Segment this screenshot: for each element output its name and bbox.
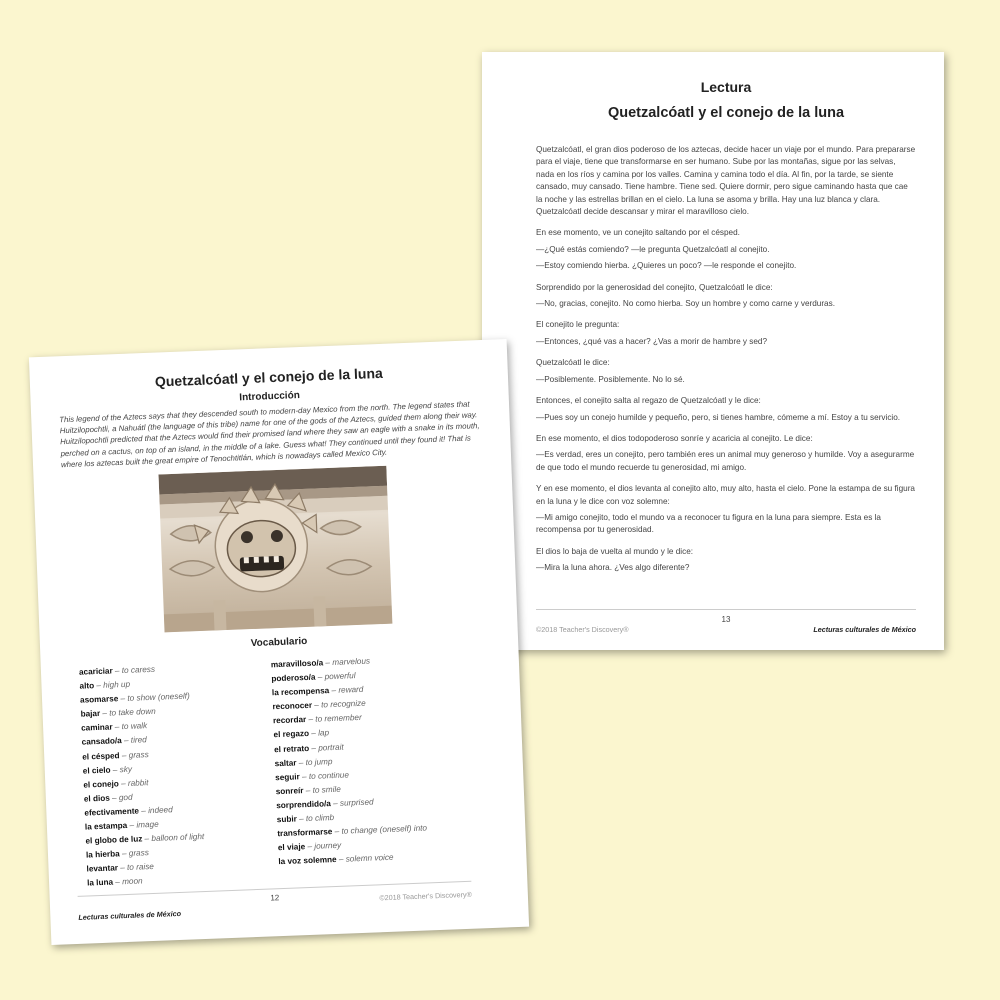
vocab-term: la estampa bbox=[84, 821, 128, 832]
vocab-term: acariciar bbox=[78, 666, 113, 677]
vocab-term: el retrato bbox=[273, 743, 310, 754]
vocab-definition: rabbit bbox=[127, 777, 149, 788]
vocab-term: levantar bbox=[86, 863, 119, 874]
vocab-definition: powerful bbox=[324, 671, 356, 682]
vocab-item: sorprendido/a – surprised bbox=[276, 797, 374, 811]
vocab-definition: grass bbox=[128, 848, 150, 859]
vocab-term: la voz solemne bbox=[278, 855, 337, 867]
vocab-definition: to change (oneself) into bbox=[341, 823, 428, 836]
vocab-term: cansado/a bbox=[81, 736, 122, 748]
vocab-definition: to jump bbox=[305, 756, 333, 767]
vocab-term: la luna bbox=[86, 877, 114, 888]
vocab-term: el cielo bbox=[82, 765, 111, 776]
vocab-term: sonreír bbox=[275, 786, 304, 797]
story-paragraph: —¿Qué estás comiendo? —le pregunta Quetzalcóatl al conejito. bbox=[536, 244, 770, 254]
vocab-definition: to caress bbox=[121, 664, 156, 676]
copyright-notice: ©2018 Teacher's Discovery® bbox=[536, 625, 629, 634]
vocab-item: acariciar – to caress bbox=[78, 664, 156, 677]
vocab-item: reconocer – to recognize bbox=[272, 699, 366, 712]
vocab-definition: to raise bbox=[126, 862, 155, 873]
vocab-term: el dios bbox=[83, 793, 110, 804]
vocab-definition: marvelous bbox=[332, 656, 371, 667]
story-paragraph: En ese momento, el dios todopoderoso sonríe y acaricia al conejito. Le dice: bbox=[536, 433, 813, 443]
story-paragraph: —Pues soy un conejo humilde y pequeño, pero, si tienes hambre, cómeme a mí. Estoy a tu servicio. bbox=[536, 412, 901, 422]
vocab-term: sorprendido/a bbox=[276, 799, 332, 811]
vocab-item: alto – high up bbox=[79, 679, 131, 691]
vocab-definition: balloon of light bbox=[151, 832, 205, 844]
vocab-item: bajar – to take down bbox=[80, 707, 156, 719]
vocab-definition: image bbox=[136, 819, 159, 830]
vocab-item: recordar – to remember bbox=[272, 713, 362, 726]
vocab-item: seguir – to continue bbox=[275, 770, 350, 783]
vocab-term: subir bbox=[276, 814, 298, 825]
story-title: Quetzalcóatl y el conejo de la luna bbox=[607, 105, 845, 121]
vocab-item: la luna – moon bbox=[86, 876, 143, 888]
vocab-definition: portrait bbox=[318, 742, 344, 753]
vocab-item: asomarse – to show (oneself) bbox=[79, 691, 190, 705]
story-paragraph: —Estoy comiendo hierba. ¿Quieres un poco? —le responde el conejito. bbox=[536, 261, 797, 271]
vocab-definition: to continue bbox=[308, 770, 350, 781]
vocab-term: el viaje bbox=[277, 842, 306, 853]
vocab-item: el regazo – lap bbox=[273, 728, 330, 740]
vocab-definition: reward bbox=[338, 685, 364, 695]
vocab-definition: to remember bbox=[315, 713, 362, 725]
vocab-definition: to take down bbox=[109, 707, 156, 718]
vocab-item: la hierba – grass bbox=[85, 848, 150, 860]
vocab-definition: moon bbox=[121, 876, 143, 887]
vocab-term: el globo de luz bbox=[85, 834, 143, 846]
vocab-item: la voz solemne – solemn voice bbox=[278, 853, 394, 867]
story-paragraph: —Mira la luna ahora. ¿Ves algo diferente? bbox=[536, 563, 690, 573]
vocab-column-left bbox=[69, 658, 280, 891]
vocab-definition: to walk bbox=[121, 721, 148, 732]
story-paragraph: —Posiblemente. Posiblemente. No lo sé. bbox=[536, 374, 685, 384]
vocab-item: maravilloso/a – marvelous bbox=[270, 656, 371, 670]
vocab-definition: surprised bbox=[339, 797, 374, 808]
vocab-term: el conejo bbox=[83, 779, 119, 790]
vocab-definition: lap bbox=[317, 728, 330, 739]
vocab-term: el césped bbox=[82, 750, 120, 762]
vocab-item: la recompensa – reward bbox=[271, 685, 364, 698]
vocab-term: la recompensa bbox=[271, 686, 330, 698]
story-paragraph: Y en ese momento, el dios levanta al conejito alto, muy alto, hasta el cielo. Pone la estampa de su figura en la luna y le dice con voz solemne: bbox=[536, 484, 915, 506]
vocab-term: seguir bbox=[275, 772, 300, 783]
vocab-item: el dios – god bbox=[83, 792, 133, 804]
vocab-term: reconocer bbox=[272, 701, 313, 712]
vocab-term: transformarse bbox=[277, 827, 333, 839]
vocab-item: el conejo – rabbit bbox=[83, 777, 149, 790]
vocab-term: la hierba bbox=[85, 849, 120, 860]
story-paragraph: —Es verdad, eres un conejito, pero también eres un animal muy generoso y humilde. Voy a asegurarme de que todo el mundo recuerde tu generosidad, mi amigo. bbox=[536, 450, 915, 472]
vocab-definition: solemn voice bbox=[345, 853, 394, 864]
story-paragraph: El conejito le pregunta: bbox=[536, 320, 620, 330]
vocab-item: el césped – grass bbox=[82, 749, 149, 762]
story-title: Quetzalcóatl y el conejo de la luna bbox=[154, 364, 384, 390]
intro-page-12 bbox=[29, 339, 529, 945]
story-paragraph: —Entonces, ¿qué vas a hacer? ¿Vas a morir de hambre y sed? bbox=[536, 336, 768, 346]
story-paragraph: —No, gracias, conejito. No como hierba. Soy un hombre y como carne y verduras. bbox=[536, 299, 835, 309]
vocab-item: efectivamente – indeed bbox=[84, 805, 173, 818]
vocab-column-right bbox=[271, 651, 480, 884]
vocab-definition: journey bbox=[314, 841, 342, 852]
story-paragraph: En ese momento, ve un conejito saltando por el césped. bbox=[536, 228, 740, 238]
page-footer bbox=[536, 609, 916, 640]
vocab-item: poderoso/a – powerful bbox=[271, 671, 356, 684]
vocab-item: la estampa – image bbox=[84, 819, 159, 832]
vocab-definition: tired bbox=[130, 735, 147, 746]
vocab-item: cansado/a – tired bbox=[81, 735, 147, 748]
vocab-term: alto bbox=[79, 681, 95, 691]
vocab-item: el cielo – sky bbox=[82, 764, 133, 776]
page-number: 12 bbox=[270, 893, 280, 903]
vocab-item: transformarse – to change (oneself) into bbox=[277, 823, 428, 839]
vocab-item: sonreír – to smile bbox=[275, 784, 341, 797]
vocab-definition: grass bbox=[128, 749, 149, 760]
story-paragraph: Quetzalcóatl, el gran dios poderoso de los aztecas, decide hacer un viaje por el mundo. Para prepararse para el viaje, tiene que transformarse en ser humano. Sube por las montañas, sigue por las selvas, nada en los ríos y camina por los valles. Camina y camina todo el día. Al fin, por la tarde, se siente cansado, muy cansado. Tiene hambre. Tiene sed. Quiere dormir, pero sigue caminando hasta que cae la noche y las estrellas brillan en el cielo. La luna se asoma y brilla. Hay una luz blanca y clara. Quetzalcóatl decide descansar y mirar el maravilloso cielo. bbox=[536, 145, 916, 217]
vocab-definition: to show (oneself) bbox=[127, 691, 190, 704]
intro-heading: Introducción bbox=[239, 390, 301, 404]
vocab-term: caminar bbox=[81, 722, 113, 734]
vocab-definition: to recognize bbox=[320, 699, 366, 710]
vocab-item: subir – to climb bbox=[276, 813, 335, 825]
vocab-term: asomarse bbox=[79, 694, 119, 705]
story-body bbox=[536, 144, 916, 575]
copyright-notice: ©2018 Teacher's Discovery® bbox=[379, 889, 472, 903]
intro-text: This legend of the Aztecs says that they descended south to modern-day Mexico from the north. The legend states that Huitzilopochtli, a Nahuátl (the language of this tribe) name for one of the gods of the Aztecs, guided them along their way. Huitzilopochtli predicted that the Aztecs would find their promised land where they saw an eagle with a snake in its mouth, perched on a cactus, on top of an island, in the middle of a lake. Guess what! They continued until they found it! That is where los aztecas built the great empire of Tenochtitlán, which is nowadays called Mexico City. bbox=[59, 399, 480, 470]
vocab-item: saltar – to jump bbox=[274, 756, 333, 768]
reading-page-13 bbox=[482, 52, 944, 650]
story-paragraph: Entonces, el conejito salta al regazo de Quetzalcóatl y le dice: bbox=[536, 396, 761, 406]
vocab-term: recordar bbox=[272, 715, 307, 726]
story-paragraph: Quetzalcóatl le dice: bbox=[536, 358, 610, 368]
vocab-definition: sky bbox=[119, 764, 133, 774]
vocab-definition: god bbox=[118, 792, 133, 803]
vocab-item: el viaje – journey bbox=[277, 841, 342, 853]
vocab-term: el regazo bbox=[273, 729, 310, 740]
page-title-lectura: Lectura bbox=[700, 79, 752, 95]
vocab-definition: to climb bbox=[305, 813, 335, 824]
page-number: 13 bbox=[721, 615, 731, 624]
vocab-term: maravilloso/a bbox=[270, 658, 324, 670]
story-paragraph: El dios lo baja de vuelta al mundo y le dice: bbox=[536, 546, 694, 556]
vocab-heading: Vocabulario bbox=[250, 635, 308, 650]
vocab-term: bajar bbox=[80, 709, 101, 719]
serpent-head-sculpture-icon bbox=[158, 466, 392, 633]
book-title: Lecturas culturales de México bbox=[78, 908, 182, 922]
vocab-item: caminar – to walk bbox=[81, 721, 148, 734]
vocab-term: saltar bbox=[274, 758, 297, 768]
vocab-term: efectivamente bbox=[84, 806, 140, 818]
vocab-definition: to smile bbox=[312, 784, 341, 795]
book-title: Lecturas culturales de México bbox=[813, 625, 916, 634]
vocab-definition: indeed bbox=[147, 805, 173, 816]
vocab-term: poderoso/a bbox=[271, 672, 316, 684]
vocab-item: el retrato – portrait bbox=[273, 742, 344, 754]
vocab-list bbox=[69, 650, 499, 892]
vocab-item: el globo de luz – balloon of light bbox=[85, 832, 205, 846]
story-paragraph: —Mi amigo conejito, todo el mundo va a reconocer tu figura en la luna para siempre. Esta es la recompensa por tu generosidad. bbox=[536, 512, 881, 535]
vocab-definition: high up bbox=[103, 679, 131, 690]
story-paragraph: Sorprendido por la generosidad del conejito, Quetzalcóatl le dice: bbox=[536, 282, 773, 292]
vocab-item: levantar – to raise bbox=[86, 862, 155, 874]
